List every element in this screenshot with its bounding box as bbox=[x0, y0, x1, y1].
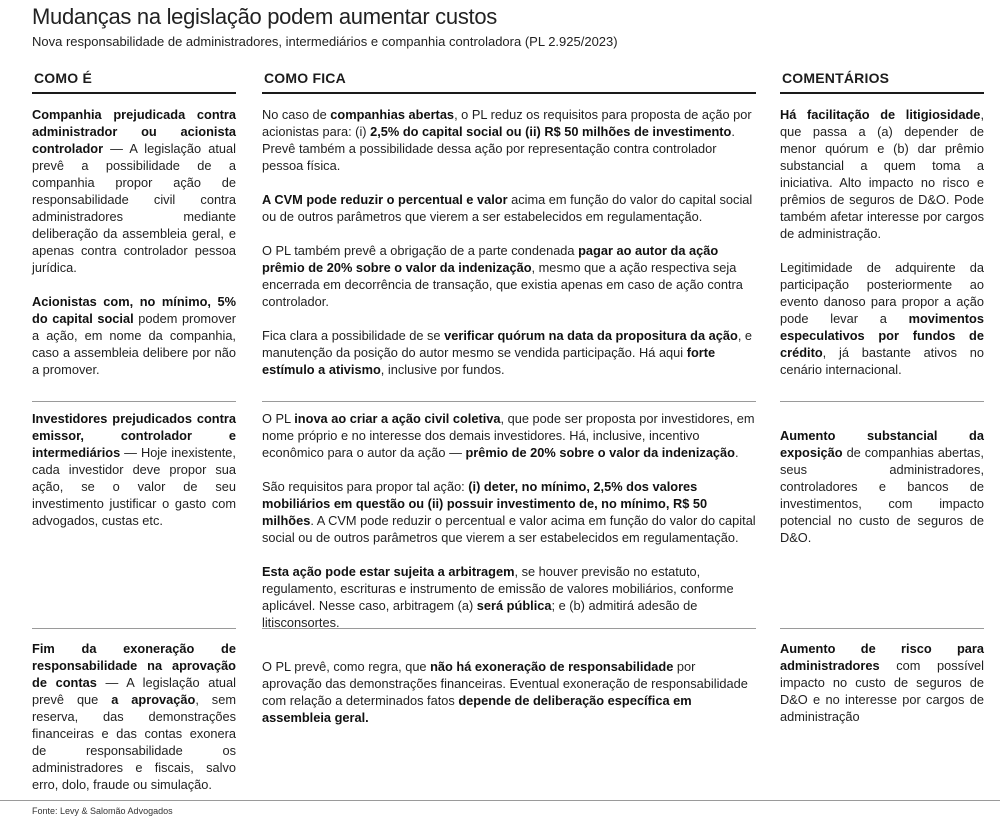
row-divider bbox=[0, 800, 1000, 801]
cell-comentarios bbox=[780, 640, 984, 725]
cell-comentarios bbox=[780, 427, 984, 546]
column-header-comentarios: COMENTÁRIOS bbox=[780, 70, 984, 94]
paragraph: Esta ação pode estar sujeita a arbitragem, se houver previsão no estatuto, regulamento, escrituras e instrumento de emissão de valores mobiliários, conforme aplicável. Nesse caso, arbitragem (a) será pública; e (b) admitirá adesão de litisconsortes. bbox=[262, 564, 734, 630]
cell-como-e bbox=[32, 106, 236, 378]
cell-comentarios bbox=[780, 106, 984, 378]
paragraph: O PL inova ao criar a ação civil coletiva, que pode ser proposta por investidores, em nome próprio e no interesse dos demais investidores. Há, inclusive, incentivo econômico para o autor da ação — prêmio de 20% sobre o valor da indenização. bbox=[262, 411, 755, 460]
paragraph: Aumento substancial da exposição de companhias abertas, seus administradores, controladores e bancos de investimentos, com impacto potencial no custo de seguros de D&O. bbox=[780, 428, 984, 545]
row-divider bbox=[780, 628, 984, 629]
row-divider bbox=[32, 628, 236, 629]
cell-como-fica bbox=[262, 106, 756, 378]
paragraph: São requisitos para propor tal ação: (i) deter, no mínimo, 2,5% dos valores mobiliários em questão ou (ii) possuir investimento de, no mínimo, R$ 50 milhões. A CVM pode reduzir o percentual e valor acima em função do valor do capital social ou de outros parâmetros que vierem a ser estabelecidos em regulamentação. bbox=[262, 479, 756, 545]
cell-como-fica bbox=[262, 410, 756, 631]
row-divider bbox=[780, 401, 984, 402]
page-subtitle: Nova responsabilidade de administradores, intermediários e companhia controladora (PL 2.925/2023) bbox=[32, 34, 618, 49]
page-title: Mudanças na legislação podem aumentar custos bbox=[32, 4, 497, 29]
paragraph: O PL prevê, como regra, que não há exoneração de responsabilidade por aprovação das demonstrações financeiras. Eventual exoneração de responsabilidade com relação a determinados fatos depende de deliberação específica em assembleia geral. bbox=[262, 659, 748, 725]
row-divider bbox=[32, 401, 236, 402]
paragraph: Investidores prejudicados contra emissor, controlador e intermediários — Hoje inexistente, cada investidor deve propor sua ação, se o valor de seu investimento justificar o gasto com advogados, custas etc. bbox=[32, 411, 236, 528]
column-header-como-fica: COMO FICA bbox=[262, 70, 756, 94]
column-header-como-e: COMO É bbox=[32, 70, 236, 94]
paragraph: Fim da exoneração de responsabilidade na aprovação de contas — A legislação atual prevê que a aprovação, sem reserva, das demonstrações financeiras e das contas exonera de responsabilidade os administradores e fiscais, salvo erro, dolo, fraude ou simulação. bbox=[32, 641, 236, 792]
paragraph: Legitimidade de adquirente da participação posteriormente ao evento danoso para propor a ação pode levar a movimentos especulativos por fundos de crédito, já bastante ativos no cenário internacional. bbox=[780, 260, 984, 377]
cell-como-e bbox=[32, 640, 236, 793]
source-note: Fonte: Levy & Salomão Advogados bbox=[32, 806, 173, 816]
cell-como-e bbox=[32, 410, 236, 529]
row-divider bbox=[262, 401, 756, 402]
cell-como-fica bbox=[262, 658, 756, 726]
paragraph: A CVM pode reduzir o percentual e valor acima em função do valor do capital social ou de outros parâmetros que vierem a ser estabelecidos em regulamentação. bbox=[262, 192, 753, 224]
paragraph: No caso de companhias abertas, o PL reduz os requisitos para proposta de ação por acionistas para: (i) 2,5% do capital social ou (ii) R$ 50 milhões de investimento. Prevê também a possibilidade dessa ação por representação contra controlador pessoa física. bbox=[262, 107, 752, 173]
paragraph: Acionistas com, no mínimo, 5% do capital social podem promover a ação, em nome da companhia, caso a assembleia delibere por não a promover. bbox=[32, 294, 236, 377]
paragraph: Fica clara a possibilidade de se verificar quórum na data da propositura da ação, e manutenção da posição do autor mesmo se vendida participação. Há aqui forte estímulo a ativismo, inclusive por fundos. bbox=[262, 328, 753, 377]
paragraph: Há facilitação de litigiosidade, que passa a (a) depender de menor quórum e (b) dar prêmio substancial a quem toma a iniciativa. Alto impacto no risco e prêmios de seguros de D&O. Pode também afetar interesse por cargos de administração. bbox=[780, 107, 984, 241]
paragraph: Aumento de risco para administradores com possível impacto no custo de seguros de D&O e no interesse por cargos de administração bbox=[780, 641, 984, 724]
paragraph: Companhia prejudicada contra administrador ou acionista controlador — A legislação atual prevê a possibilidade de a companhia propor ação de responsabilidade civil contra administradores mediante deliberação da assembleia geral, e apenas contra controlador pessoa jurídica. bbox=[32, 107, 236, 275]
paragraph: O PL também prevê a obrigação de a parte condenada pagar ao autor da ação prêmio de 20% sobre o valor da indenização, mesmo que a ação respectiva seja encerrada em decorrência de transação, que existia apenas em caso de ação contra controlador. bbox=[262, 243, 743, 309]
